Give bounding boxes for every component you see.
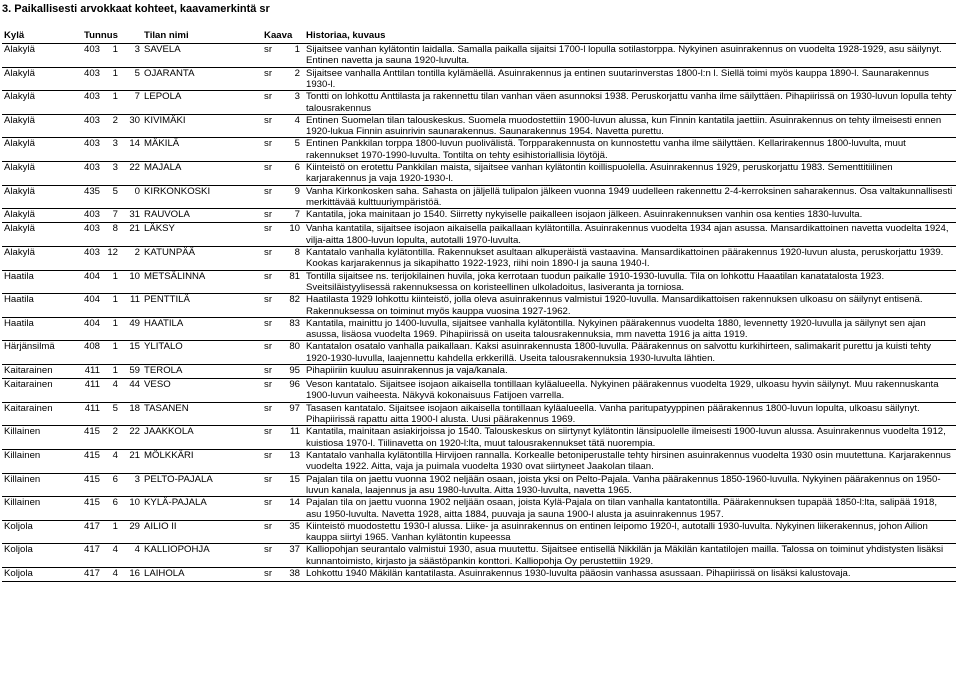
cell-historia: Vanha kantatila, sijaitsee isojaon aikaisella paikallaan kylätontilla. Asuinrakennus vuodelta 1934 ajan asussa. Mansardikattoinen navetta vuodelta 1924, vilja-aitta 1800-luvun lopulta, autotalli 1970-luvulta. bbox=[302, 223, 956, 247]
cell-kyla: Alakylä bbox=[2, 91, 82, 115]
cell-tunnus-kyla: 2 bbox=[102, 114, 120, 138]
cell-kyla: Killainen bbox=[2, 426, 82, 450]
cell-kaava: sr bbox=[262, 185, 284, 209]
cell-kyla: Alakylä bbox=[2, 43, 82, 67]
table-body bbox=[2, 43, 956, 581]
cell-kyla: Kaitarainen bbox=[2, 402, 82, 426]
cell-kaava: sr bbox=[262, 497, 284, 521]
table-row bbox=[2, 402, 956, 426]
cell-kyla: Alakylä bbox=[2, 209, 82, 223]
cell-tilan-nimi: KYLÄ-PAJALA bbox=[142, 497, 262, 521]
cell-historia: Pihapiiriin kuuluu asuinrakennus ja vaja/kanala. bbox=[302, 365, 956, 379]
cell-tunnus-kunta: 417 bbox=[82, 568, 102, 582]
col-header-tilan-nimi: Tilan nimi bbox=[142, 30, 262, 44]
cell-tilan-nimi: PELTO-PAJALA bbox=[142, 473, 262, 497]
cell-tunnus-tila: 10 bbox=[120, 270, 142, 294]
table-row bbox=[2, 67, 956, 91]
table-row bbox=[2, 379, 956, 403]
cell-kyla: Alakylä bbox=[2, 223, 82, 247]
cell-kyla: Koljola bbox=[2, 544, 82, 568]
cell-kohde-nro: 97 bbox=[284, 402, 302, 426]
cell-kohde-nro: 10 bbox=[284, 223, 302, 247]
cell-historia: Tontilla sijaitsee ns. terijokilainen huvila, joka kerrotaan tuodun paikalle 1910-1930-luvulla. Tila on lohkottu Haaatilan kanatatalosta 1923. Sveitsiläistyylisessä rakennuksessa on koristeellinen ulkoladoitus, lasiveranta ja torniosa. bbox=[302, 270, 956, 294]
cell-kohde-nro: 8 bbox=[284, 246, 302, 270]
cell-kohde-nro: 81 bbox=[284, 270, 302, 294]
cell-tunnus-tila: 5 bbox=[120, 67, 142, 91]
cell-kohde-nro: 35 bbox=[284, 520, 302, 544]
table-row bbox=[2, 497, 956, 521]
cell-tunnus-kyla: 4 bbox=[102, 544, 120, 568]
cell-kaava: sr bbox=[262, 294, 284, 318]
cell-kaava: sr bbox=[262, 138, 284, 162]
cell-tunnus-kunta: 411 bbox=[82, 402, 102, 426]
cell-kyla: Kaitarainen bbox=[2, 379, 82, 403]
cell-historia: Pajalan tila on jaettu vuonna 1902 neljään osaan, joista yksi on Pelto-Pajala. Vanha päärakennus 1850-1960-luvulla. Nykyinen päärakennus on 1950-luvun kanala, laajennus ja asu 1980-luvulta. Aitta 1930-luvulta, navetta 1965. bbox=[302, 473, 956, 497]
col-header-historia: Historiaa, kuvaus bbox=[302, 30, 956, 44]
cell-kyla: Koljola bbox=[2, 520, 82, 544]
cell-tunnus-tila: 59 bbox=[120, 365, 142, 379]
cell-kohde-nro: 3 bbox=[284, 91, 302, 115]
cell-kaava: sr bbox=[262, 209, 284, 223]
cell-tunnus-kyla: 1 bbox=[102, 294, 120, 318]
cell-kohde-nro: 11 bbox=[284, 426, 302, 450]
cell-kohde-nro: 38 bbox=[284, 568, 302, 582]
cell-kohde-nro: 2 bbox=[284, 67, 302, 91]
cell-kaava: sr bbox=[262, 341, 284, 365]
cell-tunnus-tila: 29 bbox=[120, 520, 142, 544]
cell-tilan-nimi: PENTTILÄ bbox=[142, 294, 262, 318]
cell-tunnus-kunta: 404 bbox=[82, 294, 102, 318]
cell-historia: Veson kantatalo. Sijaitsee isojaon aikaisella tontillaan kyläalueella. Nykyinen päärakennus vuodelta 1929, ulkoasu hyvin säilynyt. Muu rakennuskanta 1900-luvun vaiheesta. Näkyvä kokonaisuus Fatijoen varrella. bbox=[302, 379, 956, 403]
cell-kaava: sr bbox=[262, 67, 284, 91]
table-row bbox=[2, 114, 956, 138]
cell-kohde-nro: 14 bbox=[284, 497, 302, 521]
cell-tunnus-kyla: 1 bbox=[102, 270, 120, 294]
cell-tunnus-kyla: 12 bbox=[102, 246, 120, 270]
cell-kyla: Härjänsilmä bbox=[2, 341, 82, 365]
cell-kyla: Alakylä bbox=[2, 162, 82, 186]
table-row bbox=[2, 341, 956, 365]
cell-tunnus-kyla: 4 bbox=[102, 568, 120, 582]
cell-tunnus-tila: 11 bbox=[120, 294, 142, 318]
cell-tilan-nimi: MÖLKKÄRI bbox=[142, 449, 262, 473]
cell-tilan-nimi: TASANEN bbox=[142, 402, 262, 426]
cell-tunnus-kunta: 403 bbox=[82, 67, 102, 91]
cell-tunnus-kunta: 415 bbox=[82, 497, 102, 521]
cell-tunnus-kunta: 411 bbox=[82, 365, 102, 379]
cell-tunnus-kunta: 403 bbox=[82, 246, 102, 270]
cell-tunnus-tila: 18 bbox=[120, 402, 142, 426]
cell-kaava: sr bbox=[262, 270, 284, 294]
cell-tunnus-tila: 10 bbox=[120, 497, 142, 521]
cell-kaava: sr bbox=[262, 43, 284, 67]
cell-kaava: sr bbox=[262, 91, 284, 115]
cell-tunnus-tila: 22 bbox=[120, 426, 142, 450]
cell-tilan-nimi: AILIO II bbox=[142, 520, 262, 544]
cell-tilan-nimi: LÄKSY bbox=[142, 223, 262, 247]
cell-kohde-nro: 6 bbox=[284, 162, 302, 186]
cell-tunnus-kyla: 1 bbox=[102, 91, 120, 115]
cell-tunnus-tila: 0 bbox=[120, 185, 142, 209]
cell-historia: Lohkottu 1940 Mäkilän kantatilasta. Asuinrakennus 1930-luvulta pääosin vanhassa asussaan. Pihapiirissä on lisäksi kalustovaja. bbox=[302, 568, 956, 582]
cell-tunnus-kyla: 7 bbox=[102, 209, 120, 223]
cell-kohde-nro: 1 bbox=[284, 43, 302, 67]
cell-tunnus-kunta: 404 bbox=[82, 270, 102, 294]
cell-kaava: sr bbox=[262, 473, 284, 497]
cell-tunnus-tila: 3 bbox=[120, 473, 142, 497]
table-row bbox=[2, 246, 956, 270]
table-header-row bbox=[2, 30, 956, 44]
cell-tunnus-kyla: 1 bbox=[102, 317, 120, 341]
table-row bbox=[2, 426, 956, 450]
cell-tilan-nimi: TEROLA bbox=[142, 365, 262, 379]
cell-historia: Kiinteistö on erotettu Pankkilan maista, sijaitsee vanhan kylätontin koillispuolella. Asuinrakennus 1929, peruskorjattu 1983. Sementtitiilinen karjarakennus ja vaja 1920-1930-l. bbox=[302, 162, 956, 186]
cell-tunnus-kunta: 411 bbox=[82, 379, 102, 403]
cell-tunnus-tila: 7 bbox=[120, 91, 142, 115]
col-header-kaava: Kaava bbox=[262, 30, 302, 44]
cell-kohde-nro: 96 bbox=[284, 379, 302, 403]
cell-kyla: Killainen bbox=[2, 449, 82, 473]
cell-historia: Vanha Kirkonkosken saha. Sahasta on jäljellä tulipalon jälkeen vuonna 1949 uudelleen rakennettu 2-4-kerroksinen saharakennus. Osa valtakunnallisesti merkittävää kulttuuriympäristöä. bbox=[302, 185, 956, 209]
cell-historia: Entinen Pankkilan torppa 1800-luvun puolivälistä. Torpparakennusta on kunnostettu vanha ilme säilyttäen. Kellarirakennus 1800-luvulta, muut rakennukset 1970-1990-luvulta. Tontilta on tehty esihistoriallisia löytöjä. bbox=[302, 138, 956, 162]
cell-tunnus-tila: 15 bbox=[120, 341, 142, 365]
table-row bbox=[2, 294, 956, 318]
cell-tilan-nimi: VESO bbox=[142, 379, 262, 403]
cell-kohde-nro: 82 bbox=[284, 294, 302, 318]
cell-tunnus-kunta: 417 bbox=[82, 520, 102, 544]
cell-tunnus-kyla: 1 bbox=[102, 341, 120, 365]
cell-kaava: sr bbox=[262, 114, 284, 138]
cell-tunnus-kunta: 403 bbox=[82, 138, 102, 162]
cell-tunnus-kyla: 6 bbox=[102, 497, 120, 521]
cell-tilan-nimi: OJARANTA bbox=[142, 67, 262, 91]
cell-tilan-nimi: KIVIMÄKI bbox=[142, 114, 262, 138]
cell-kyla: Kaitarainen bbox=[2, 365, 82, 379]
cell-kohde-nro: 15 bbox=[284, 473, 302, 497]
cell-historia: Kalliopohjan seurantalo valmistui 1930, asua muutettu. Sijaitsee entisellä Nikkilän ja Mäkilän kantatilojen mailla. Talossa on toiminut yhdistysten lisäksi kunnantoimisto, kirjasto ja säästöpankin konttori. Kalliopohja Oy perustettiin 1929. bbox=[302, 544, 956, 568]
cell-historia: Sijaitsee vanhan kylätontin laidalla. Samalla paikalla sijaitsi 1700-l lopulla sotilastorppa. Nykyinen asuinrakennus on vuodelta 1928-1929, asu säilynyt. Entinen navetta ja sauna 1920-luvulta. bbox=[302, 43, 956, 67]
cell-tunnus-kyla: 2 bbox=[102, 426, 120, 450]
cell-kaava: sr bbox=[262, 426, 284, 450]
cell-tilan-nimi: MÄKILÄ bbox=[142, 138, 262, 162]
cell-tilan-nimi: LAIHOLA bbox=[142, 568, 262, 582]
cell-tunnus-kunta: 408 bbox=[82, 341, 102, 365]
cell-kohde-nro: 95 bbox=[284, 365, 302, 379]
cell-kyla: Alakylä bbox=[2, 138, 82, 162]
cell-tunnus-kyla: 1 bbox=[102, 43, 120, 67]
cell-kyla: Alakylä bbox=[2, 185, 82, 209]
cell-tilan-nimi: KALLIOPOHJA bbox=[142, 544, 262, 568]
table-row bbox=[2, 520, 956, 544]
cell-kaava: sr bbox=[262, 520, 284, 544]
table-row bbox=[2, 544, 956, 568]
table-row bbox=[2, 568, 956, 582]
cell-tunnus-kunta: 403 bbox=[82, 162, 102, 186]
cell-tunnus-kunta: 403 bbox=[82, 91, 102, 115]
cell-kohde-nro: 9 bbox=[284, 185, 302, 209]
cell-historia: Tasasen kantatalo. Sijaitsee isojaon aikaisella tontillaan kyläalueella. Vanha paritupatyyppinen päärakennus 1800-luvun lopulta, ulkoasu säilynyt. Pihapiirissä rapattu aitta 1900-l alusta. Uusi päärakennus 1969. bbox=[302, 402, 956, 426]
cell-tunnus-kyla: 8 bbox=[102, 223, 120, 247]
cell-kyla: Haatila bbox=[2, 270, 82, 294]
cell-tunnus-kyla: 4 bbox=[102, 379, 120, 403]
cell-historia: Entinen Suomelan tilan talouskeskus. Suomela muodostettiin 1900-luvun alussa, kun Finnin kantatila jaettiin. Asuinrakennus on tehty ilmeisesti ennen 1920-lukua Finnin asuinrivin saunarakennus. Saunarakennus 1954. Navetta purettu. bbox=[302, 114, 956, 138]
cell-kohde-nro: 7 bbox=[284, 209, 302, 223]
cell-kaava: sr bbox=[262, 223, 284, 247]
cell-historia: Kantatalo vanhalla kylätontilla. Rakennukset asultaan alkuperäistä vastaavina. Mansardikattoinen päärakennus 1920-luvun alusta, peruskorjattu 1939. Kookas karjarakennus ja sikapihatto 1922-1923, riihi noin 1890-l ja sauna 1940-l. bbox=[302, 246, 956, 270]
cell-tunnus-kunta: 403 bbox=[82, 209, 102, 223]
cell-kyla: Killainen bbox=[2, 473, 82, 497]
table-row bbox=[2, 317, 956, 341]
cell-kohde-nro: 13 bbox=[284, 449, 302, 473]
cell-kaava: sr bbox=[262, 365, 284, 379]
cell-kohde-nro: 5 bbox=[284, 138, 302, 162]
cell-tunnus-kyla: 3 bbox=[102, 162, 120, 186]
cell-tunnus-kunta: 403 bbox=[82, 223, 102, 247]
cell-tunnus-kyla: 5 bbox=[102, 402, 120, 426]
table-row bbox=[2, 91, 956, 115]
cell-kaava: sr bbox=[262, 568, 284, 582]
cell-tunnus-tila: 49 bbox=[120, 317, 142, 341]
cell-tunnus-kyla: 1 bbox=[102, 67, 120, 91]
table-row bbox=[2, 473, 956, 497]
cell-historia: Tontti on lohkottu Anttilasta ja rakennettu tilan vanhan väen asunnoksi 1938. Peruskorjattu vanha ilme säilyttäen. Pihapiirissä on 1930-luvun lopulla tehty talousrakennus bbox=[302, 91, 956, 115]
cell-tunnus-kyla: 6 bbox=[102, 473, 120, 497]
cell-tunnus-tila: 31 bbox=[120, 209, 142, 223]
heritage-table bbox=[2, 30, 956, 582]
cell-kohde-nro: 4 bbox=[284, 114, 302, 138]
table-row bbox=[2, 43, 956, 67]
cell-historia: Kantatila, mainittu jo 1400-luvulla, sijaitsee vanhalla kylätontilla. Nykyinen päärakennus vuodelta 1880, levennetty 1920-luvulla ja säilynyt sen ajan asussa, lisäosa vuodelta 1969. Pihapiirissä on useita talousrakennuksia, mm navetta 1916 ja aitta 1919. bbox=[302, 317, 956, 341]
cell-kyla: Alakylä bbox=[2, 114, 82, 138]
cell-tunnus-tila: 44 bbox=[120, 379, 142, 403]
cell-tilan-nimi: RAUVOLA bbox=[142, 209, 262, 223]
cell-tunnus-kunta: 435 bbox=[82, 185, 102, 209]
cell-kohde-nro: 80 bbox=[284, 341, 302, 365]
cell-historia: Kiinteistö muodostettu 1930-l alussa. Liike- ja asuinrakennus on entinen leipomo 1920-l, autotalli 1930-luvulta. Nykyinen liikerakennus, johon Ailion kauppa siirtyi 1965. Vanhan kylätontin kupeessa bbox=[302, 520, 956, 544]
cell-tunnus-tila: 21 bbox=[120, 223, 142, 247]
cell-kyla: Haatila bbox=[2, 317, 82, 341]
cell-tunnus-kyla: 4 bbox=[102, 449, 120, 473]
cell-tunnus-tila: 16 bbox=[120, 568, 142, 582]
cell-tunnus-kunta: 415 bbox=[82, 473, 102, 497]
cell-tunnus-tila: 2 bbox=[120, 246, 142, 270]
cell-kaava: sr bbox=[262, 162, 284, 186]
cell-tunnus-kunta: 415 bbox=[82, 426, 102, 450]
cell-kaava: sr bbox=[262, 449, 284, 473]
table-row bbox=[2, 209, 956, 223]
cell-historia: Kantatalon osatalo vanhalla paikallaan. Kaksi asuinrakennusta 1800-luvulla. Päärakennus on salvottu kurkihirteen, salimakarit purettu ja kuisti tehty 1920-1930-luvulla, laajennettu kahdella erkkerillä. Useita talousrakennuksia 1930-luvulta lähtien. bbox=[302, 341, 956, 365]
cell-kyla: Haatila bbox=[2, 294, 82, 318]
cell-kaava: sr bbox=[262, 544, 284, 568]
cell-tunnus-kyla: 1 bbox=[102, 520, 120, 544]
table-row bbox=[2, 138, 956, 162]
cell-kyla: Killainen bbox=[2, 497, 82, 521]
cell-tunnus-tila: 21 bbox=[120, 449, 142, 473]
cell-tunnus-kunta: 403 bbox=[82, 43, 102, 67]
cell-kyla: Alakylä bbox=[2, 246, 82, 270]
cell-tilan-nimi: MAJALA bbox=[142, 162, 262, 186]
cell-tilan-nimi: LEPOLA bbox=[142, 91, 262, 115]
cell-tunnus-kunta: 417 bbox=[82, 544, 102, 568]
cell-historia: Pajalan tila on jaettu vuonna 1902 neljään osaan, joista Kylä-Pajala on tilan vanhalla kantatontilla. Päärakennuksen tupapää 1850-l:lta, salipää 1918, asu 1950-luvulta. Navetta 1928, aitta 1884, puuvaja ja sauna 1900-l alusta ja asuinrakennus 1957. bbox=[302, 497, 956, 521]
cell-tilan-nimi: SAVELA bbox=[142, 43, 262, 67]
table-row bbox=[2, 162, 956, 186]
cell-tunnus-tila: 4 bbox=[120, 544, 142, 568]
cell-kyla: Alakylä bbox=[2, 67, 82, 91]
table-row bbox=[2, 270, 956, 294]
cell-tilan-nimi: HAATILA bbox=[142, 317, 262, 341]
table-row bbox=[2, 185, 956, 209]
cell-historia: Haatilasta 1929 lohkottu kiinteistö, jolla oleva asuinrakennus valmistui 1920-luvulla. Mansardikattoisen rakennuksen ulkoasu on säilynyt entisenä. Rakennuksessa on toiminut myös kauppa vuosina 1927-1962. bbox=[302, 294, 956, 318]
cell-tunnus-tila: 14 bbox=[120, 138, 142, 162]
cell-tilan-nimi: METSÄLINNA bbox=[142, 270, 262, 294]
cell-historia: Kantatalo vanhalla kylätontilla Hirvijoen rannalla. Korkealle betoniperustalle tehty hirsinen asuinrakennus vuodelta 1930 osin muutettuna. Karjarakennus vuodelta 1922. Aitta, vaja ja puimala vuodelta 1930 ovat siirtyneet Jaakolan tilaan. bbox=[302, 449, 956, 473]
cell-tunnus-kyla: 5 bbox=[102, 185, 120, 209]
page-title: 3. Paikallisesti arvokkaat kohteet, kaavamerkintä sr bbox=[2, 3, 270, 15]
cell-tunnus-tila: 30 bbox=[120, 114, 142, 138]
cell-historia: Kantatila, joka mainitaan jo 1540. Siirretty nykyiselle paikalleen isojaon jälkeen. Asuinrakennuksen vanhin osa kenties 1830-luvulta. bbox=[302, 209, 956, 223]
cell-kohde-nro: 83 bbox=[284, 317, 302, 341]
cell-tunnus-kunta: 404 bbox=[82, 317, 102, 341]
cell-tunnus-tila: 22 bbox=[120, 162, 142, 186]
table-row bbox=[2, 365, 956, 379]
table-row bbox=[2, 223, 956, 247]
cell-kyla: Koljola bbox=[2, 568, 82, 582]
table-row bbox=[2, 449, 956, 473]
cell-tilan-nimi: YLITALO bbox=[142, 341, 262, 365]
cell-tunnus-kunta: 403 bbox=[82, 114, 102, 138]
cell-tunnus-kyla: 3 bbox=[102, 138, 120, 162]
cell-kaava: sr bbox=[262, 402, 284, 426]
cell-tunnus-tila: 3 bbox=[120, 43, 142, 67]
cell-kaava: sr bbox=[262, 246, 284, 270]
cell-tilan-nimi: KIRKONKOSKI bbox=[142, 185, 262, 209]
cell-tunnus-kyla: 1 bbox=[102, 365, 120, 379]
col-header-kyla: Kylä bbox=[2, 30, 82, 44]
cell-kohde-nro: 37 bbox=[284, 544, 302, 568]
cell-historia: Sijaitsee vanhalla Anttilan tontilla kylämäellä. Asuinrakennus ja entinen suutarinverstas 1800-l:n l. Siellä toimi myös kauppa 1890-l. Saunarakennus 1930-l. bbox=[302, 67, 956, 91]
cell-historia: Kantatila, mainitaan asiakirjoissa jo 1540. Talouskeskus on siirtynyt kylätontin länsipuolelle ilmeisesti 1900-luvun alussa. Asuinrakennus vuodelta 1912, kuistiosa 1970-l. Tiilinavetta on 1920-l:lta, muut talousrakennukset tätä nuorempia. bbox=[302, 426, 956, 450]
cell-kaava: sr bbox=[262, 317, 284, 341]
cell-tilan-nimi: JAAKKOLA bbox=[142, 426, 262, 450]
cell-kaava: sr bbox=[262, 379, 284, 403]
col-header-tunnus: Tunnus bbox=[82, 30, 142, 44]
cell-tilan-nimi: KATUNPÄÄ bbox=[142, 246, 262, 270]
cell-tunnus-kunta: 415 bbox=[82, 449, 102, 473]
